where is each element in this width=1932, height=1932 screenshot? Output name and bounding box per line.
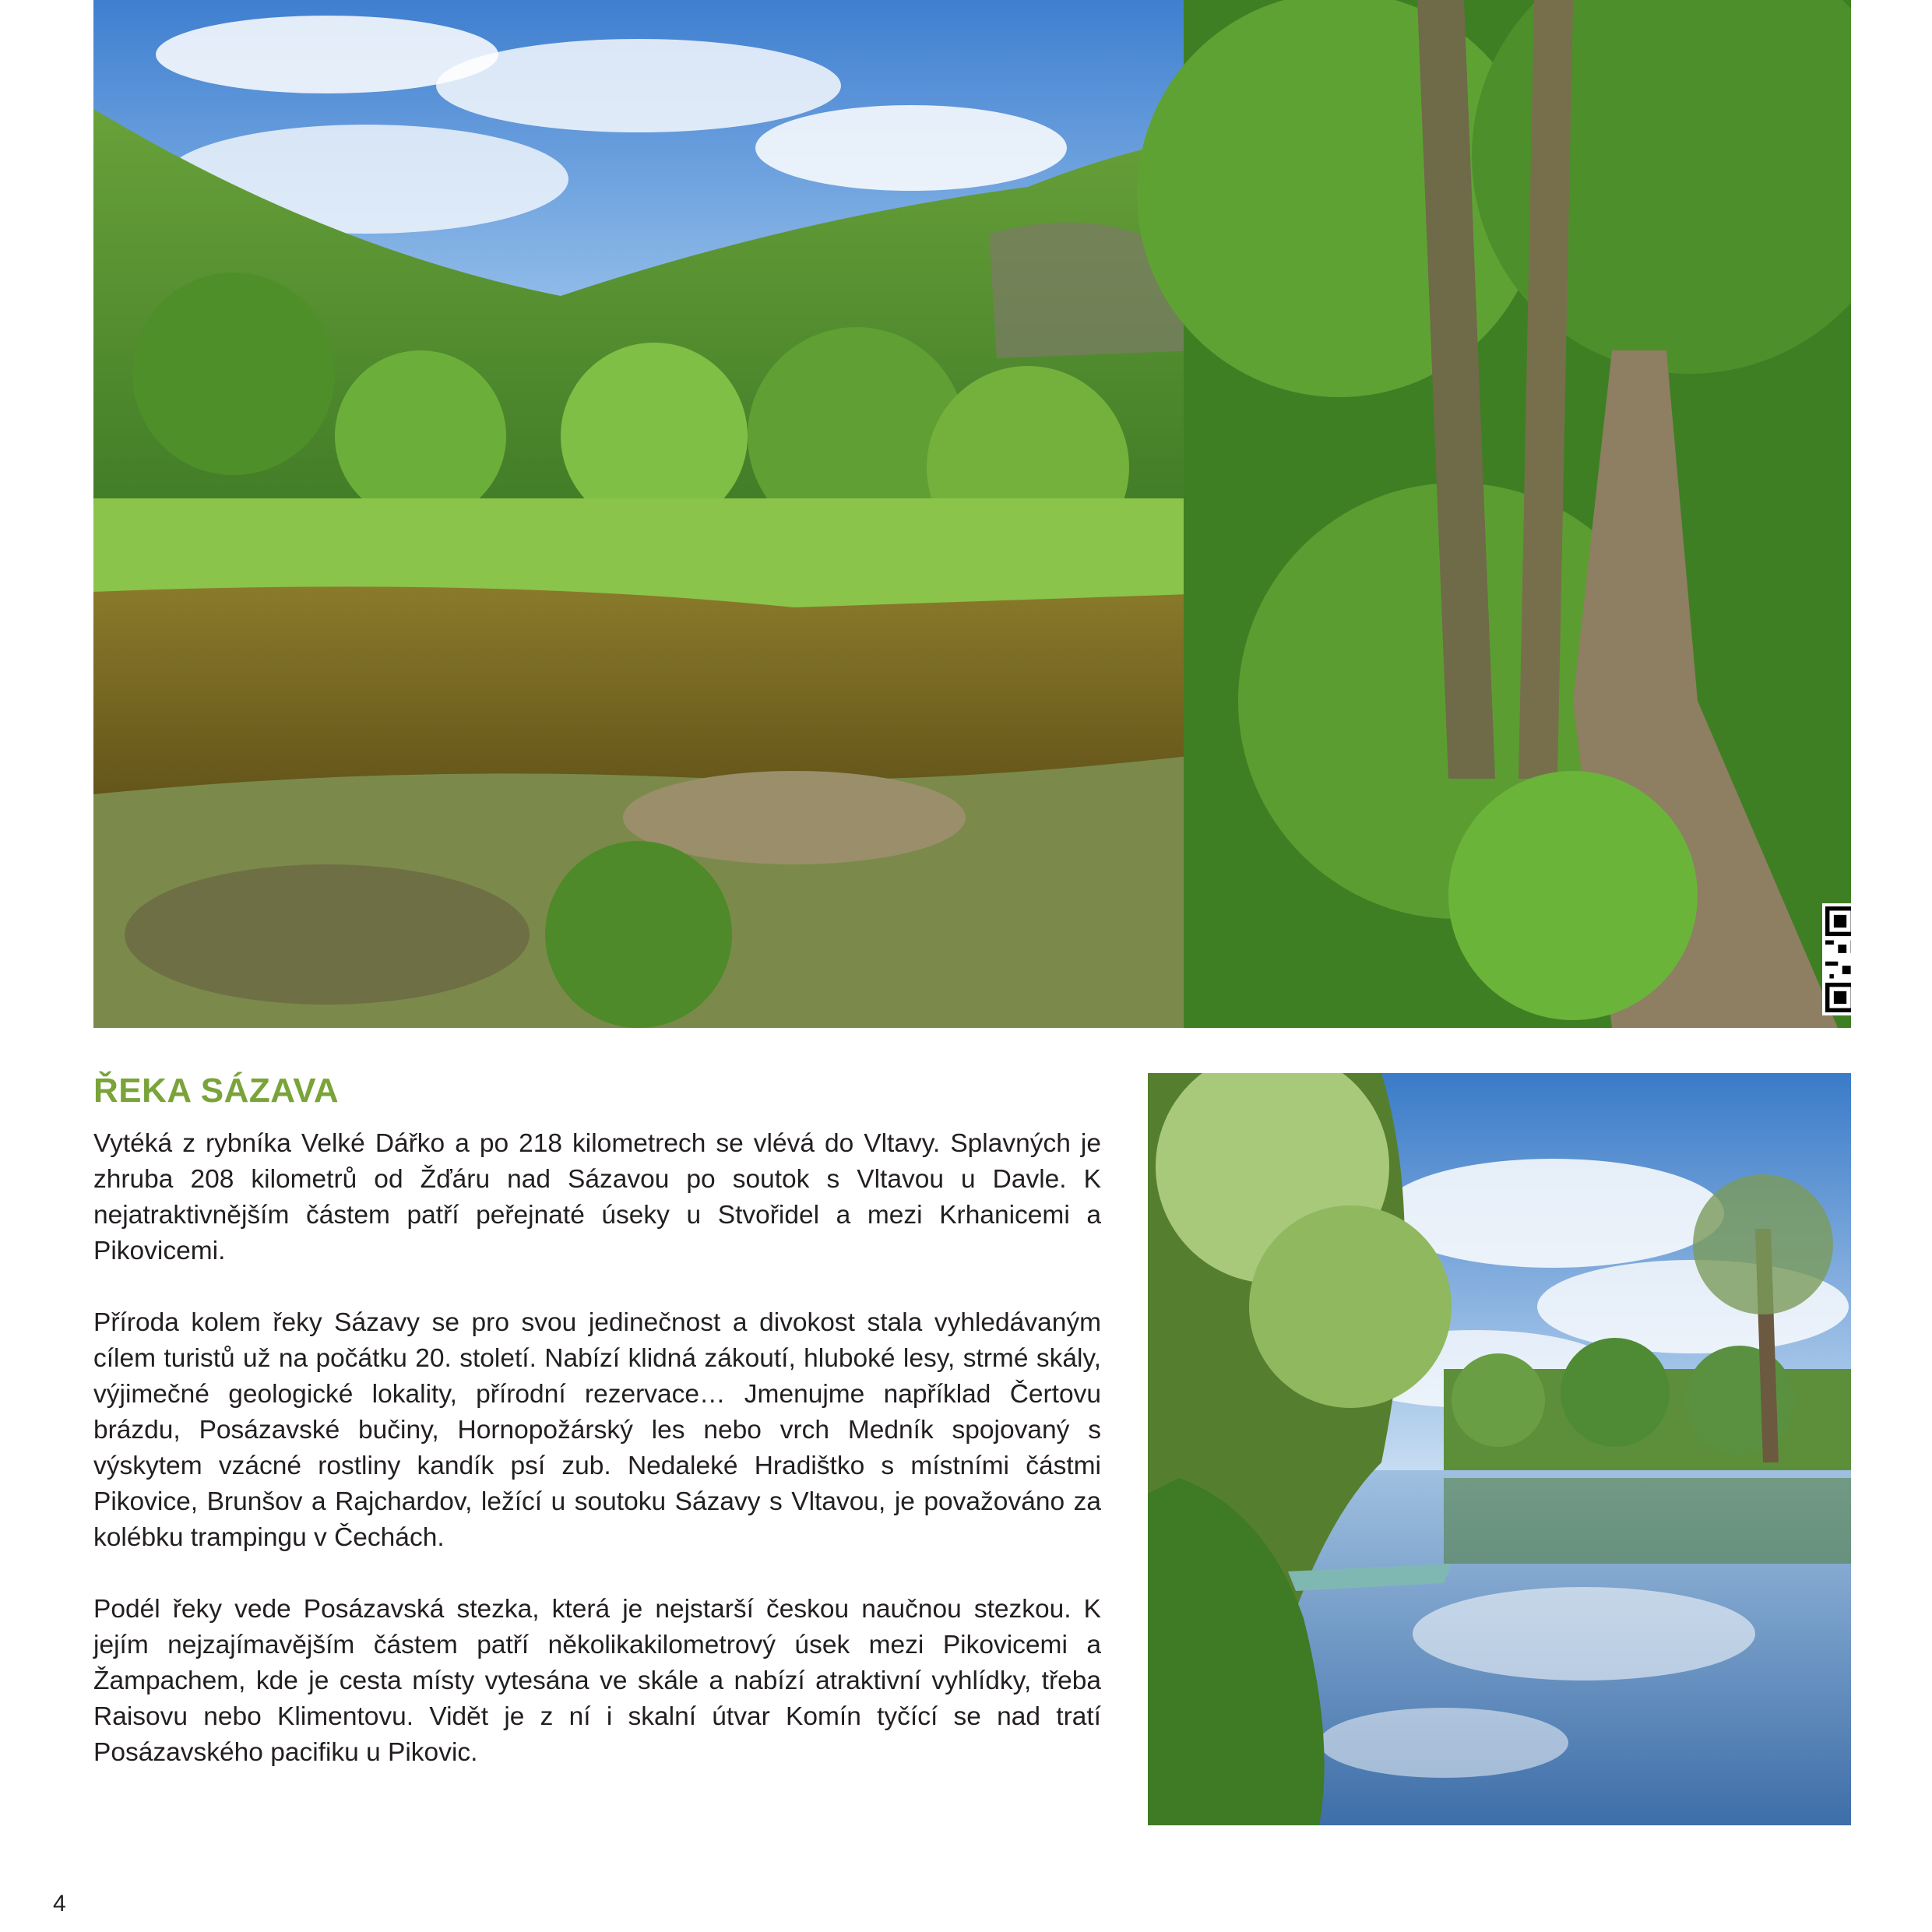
- paragraph-trail: Podél řeky vede Posázavská stezka, která je nejstarší českou naučnou stezkou. K jejím nejzajímavějším částem patří několikakilometrový úsek mezi Pikovicemi a Žampachem, kde je cesta místy vytesána ve skále a nabízí atraktivní vyhlídky, třeba Raisovu nebo Klimentovu. Vidět je z ní i skalní útvar Komín tyčící se nad tratí Posázavského pacifiku u Pikovic.: [93, 1595, 1101, 1767]
- paragraph-nature: Příroda kolem řeky Sázavy se pro svou jedinečnost a divokost stala vyhledávaným cílem turistů už na počátku 20. století. Nabízí klidná zákoutí, hluboké lesy, strmé skály, výjimečné geologické lokality, přírodní rezervace… Jmenujme například Čertovu brázdu, Posázavské bučiny, Hornopožárský les nebo vrch Medník spojovaný s výskytem vzácné rostliny kandík psí zub. Nedaleké Hradištko s místními částmi Pikovice, Brunšov a Rajchardov, ležící u soutoku Sázavy s Vltavou, je považováno za kolébku trampingu v Čechách.: [93, 1308, 1101, 1552]
- paragraph-intro: Vytéká z rybníka Velké Dářko a po 218 kilometrech se vlévá do Vltavy. Splavných je zhruba 208 kilometrů od Žďáru nad Sázavou po soutok s Vltavou u Davle. K nejatraktivnějším částem patří peřejnaté úseky u Stvořidel a mezi Krhanicemi a Pikovicemi.: [93, 1129, 1101, 1265]
- qr-code-icon: [1825, 906, 1851, 1012]
- page-number: 4: [53, 1891, 66, 1916]
- river-reflection-illustration: [1148, 1073, 1851, 1825]
- article-body: [93, 1126, 1101, 1807]
- river-reflection-photo: [1148, 1073, 1851, 1825]
- river-valley-illustration: [93, 0, 1851, 1028]
- hero-photo: [93, 0, 1851, 1028]
- qr-code[interactable]: [1822, 903, 1851, 1015]
- article-title: ŘEKA SÁZAVA: [93, 1072, 340, 1110]
